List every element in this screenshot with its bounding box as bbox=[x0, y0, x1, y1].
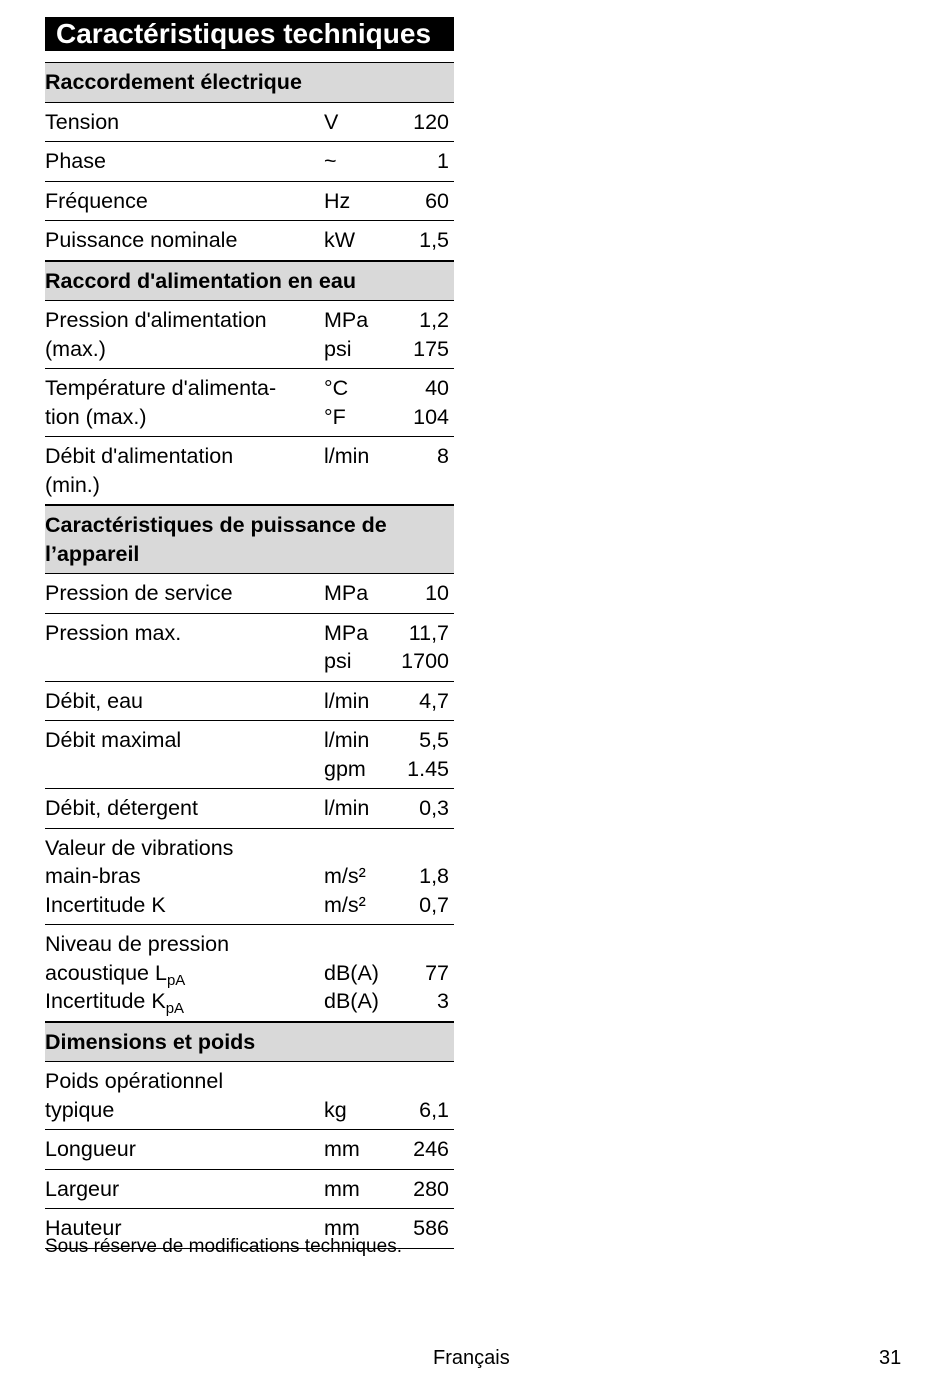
row-label: Phase bbox=[45, 149, 106, 173]
row-unit-line bbox=[324, 930, 386, 959]
row-unit-line: l/min bbox=[324, 444, 370, 468]
row-label-line: main-bras bbox=[45, 864, 141, 888]
row-unit-line: kg bbox=[324, 1097, 347, 1122]
row-unit bbox=[324, 834, 386, 920]
table-row bbox=[45, 789, 454, 829]
page-title: Caractéristiques techniques bbox=[45, 17, 454, 51]
row-value-line: 5,5 bbox=[419, 728, 449, 752]
row-value bbox=[386, 442, 454, 499]
table-row bbox=[45, 1130, 454, 1170]
row-unit bbox=[324, 442, 386, 499]
row-unit-line: m/s² bbox=[324, 892, 366, 917]
row-unit: ~ bbox=[324, 149, 337, 173]
row-label: Longueur bbox=[45, 1137, 136, 1161]
row-value: 10 bbox=[425, 581, 449, 605]
row-value-line: 1700 bbox=[401, 649, 449, 673]
row-label bbox=[45, 306, 324, 363]
row-value-line: 1,8 bbox=[419, 864, 449, 888]
section-heading-performance bbox=[45, 505, 454, 574]
row-value: 586 bbox=[413, 1216, 449, 1240]
row-unit-line: °F bbox=[324, 404, 346, 429]
row-label bbox=[45, 930, 324, 1016]
section-heading-electrical: Raccordement électrique bbox=[45, 62, 454, 103]
row-label-line: tion (max.) bbox=[45, 404, 147, 429]
row-label bbox=[45, 374, 324, 431]
row-value: 4,7 bbox=[419, 688, 449, 713]
row-label-line: Pression max. bbox=[45, 620, 182, 645]
table-row bbox=[45, 1062, 454, 1130]
row-label: Débit, eau bbox=[45, 688, 144, 713]
row-value bbox=[386, 930, 454, 1016]
row-label-line: Pression d'alimentation bbox=[45, 308, 267, 332]
row-unit-line: psi bbox=[324, 336, 352, 361]
row-unit-line: gpm bbox=[324, 756, 366, 781]
row-value-line: 8 bbox=[437, 444, 449, 468]
table-row bbox=[45, 103, 454, 143]
table-row bbox=[45, 614, 454, 682]
row-unit-line: m/s² bbox=[324, 864, 366, 888]
row-label-line bbox=[45, 959, 324, 988]
row-value-line: 77 bbox=[425, 960, 449, 985]
row-unit-line: dB(A) bbox=[324, 989, 379, 1013]
row-unit: l/min bbox=[324, 688, 370, 713]
row-unit bbox=[324, 930, 386, 1016]
row-unit-line: MPa bbox=[324, 308, 369, 332]
row-unit-line: MPa bbox=[324, 620, 369, 645]
table-row bbox=[45, 829, 454, 926]
table-row bbox=[45, 925, 454, 1022]
row-value: 246 bbox=[413, 1137, 449, 1161]
section-heading-water-supply: Raccord d'alimentation en eau bbox=[45, 261, 454, 302]
row-value-line: 6,1 bbox=[419, 1097, 449, 1122]
row-value-line bbox=[386, 1067, 449, 1096]
row-value bbox=[386, 1067, 454, 1124]
subscript: pA bbox=[165, 1000, 185, 1017]
row-label bbox=[45, 619, 324, 676]
row-label: Hauteur bbox=[45, 1216, 122, 1240]
table-row bbox=[45, 574, 454, 614]
row-unit-line: dB(A) bbox=[324, 960, 379, 985]
row-label: Débit, détergent bbox=[45, 796, 198, 820]
row-label bbox=[45, 834, 324, 920]
table-row bbox=[45, 721, 454, 789]
row-label-line: (max.) bbox=[45, 336, 106, 361]
row-unit bbox=[324, 306, 386, 363]
row-value-line: 0,7 bbox=[419, 892, 449, 917]
row-unit-line: l/min bbox=[324, 728, 370, 752]
row-value: 280 bbox=[413, 1176, 449, 1201]
row-unit: mm bbox=[324, 1216, 360, 1240]
row-value: 0,3 bbox=[419, 796, 449, 820]
row-label bbox=[45, 442, 324, 499]
row-value-line: 104 bbox=[413, 404, 449, 429]
row-value-line bbox=[386, 834, 449, 863]
row-label-text: Incertitude K bbox=[45, 989, 166, 1013]
row-unit-line: °C bbox=[324, 376, 349, 400]
section-heading-line: l’appareil bbox=[45, 541, 140, 566]
table-row bbox=[45, 221, 454, 261]
row-value bbox=[386, 834, 454, 920]
row-label: Pression de service bbox=[45, 581, 233, 605]
row-label-line: Débit d'alimentation bbox=[45, 444, 234, 468]
section-heading-dimensions: Dimensions et poids bbox=[45, 1022, 454, 1063]
row-label bbox=[45, 726, 324, 783]
row-value-line bbox=[386, 930, 449, 959]
row-value: 1,5 bbox=[419, 228, 449, 252]
subscript: pA bbox=[166, 971, 186, 989]
page-number: 31 bbox=[879, 1347, 902, 1369]
row-label bbox=[45, 1067, 324, 1124]
row-unit: l/min bbox=[324, 796, 370, 820]
row-value bbox=[386, 619, 454, 676]
table-row bbox=[45, 182, 454, 222]
table-row bbox=[45, 301, 454, 369]
row-label-line: Niveau de pression bbox=[45, 932, 230, 956]
row-unit: mm bbox=[324, 1176, 360, 1201]
table-row bbox=[45, 682, 454, 722]
row-unit bbox=[324, 619, 386, 676]
table-row bbox=[45, 437, 454, 505]
row-value bbox=[386, 726, 454, 783]
row-value-line: 1,2 bbox=[419, 308, 449, 332]
row-label: Puissance nominale bbox=[45, 228, 238, 252]
row-label-line: (min.) bbox=[45, 472, 100, 497]
row-value: 60 bbox=[425, 188, 449, 213]
row-label-line: Poids opérationnel bbox=[45, 1069, 224, 1093]
row-value bbox=[386, 306, 454, 363]
footnote: Sous réserve de modifications techniques. bbox=[45, 1236, 402, 1257]
row-value bbox=[386, 374, 454, 431]
row-unit: kW bbox=[324, 228, 356, 252]
row-unit-line bbox=[324, 1067, 386, 1096]
row-unit bbox=[324, 374, 386, 431]
row-label: Fréquence bbox=[45, 188, 148, 213]
row-unit: MPa bbox=[324, 581, 369, 605]
table-row bbox=[45, 1170, 454, 1210]
row-value-line: 3 bbox=[437, 989, 449, 1013]
row-label: Largeur bbox=[45, 1176, 120, 1201]
row-label-line: Incertitude K bbox=[45, 892, 166, 917]
row-unit-line: psi bbox=[324, 649, 352, 673]
row-value-line: 40 bbox=[425, 376, 449, 400]
row-value: 1 bbox=[437, 149, 449, 173]
row-label: Tension bbox=[45, 109, 120, 134]
row-value-line: 11,7 bbox=[408, 620, 449, 645]
row-label-line: typique bbox=[45, 1097, 115, 1122]
table-row bbox=[45, 369, 454, 437]
row-label-line: Température d'alimenta- bbox=[45, 376, 277, 400]
section-heading-line: Caractéristiques de puissance de bbox=[45, 513, 387, 537]
row-label-line: Valeur de vibrations bbox=[45, 835, 234, 860]
row-value: 120 bbox=[413, 109, 449, 134]
row-label-line bbox=[45, 987, 324, 1016]
row-unit: mm bbox=[324, 1137, 360, 1161]
row-value-line: 1.45 bbox=[407, 756, 449, 781]
row-label-text: acoustique L bbox=[45, 960, 167, 985]
footer-language: Français bbox=[433, 1347, 510, 1369]
row-label-line: Débit maximal bbox=[45, 728, 182, 752]
row-unit: V bbox=[324, 109, 339, 134]
row-unit: Hz bbox=[324, 188, 351, 213]
row-unit bbox=[324, 726, 386, 783]
row-value-line: 175 bbox=[413, 336, 449, 361]
row-unit bbox=[324, 1067, 386, 1124]
spec-table bbox=[45, 17, 454, 1249]
row-unit-line bbox=[324, 834, 386, 863]
table-row bbox=[45, 142, 454, 182]
